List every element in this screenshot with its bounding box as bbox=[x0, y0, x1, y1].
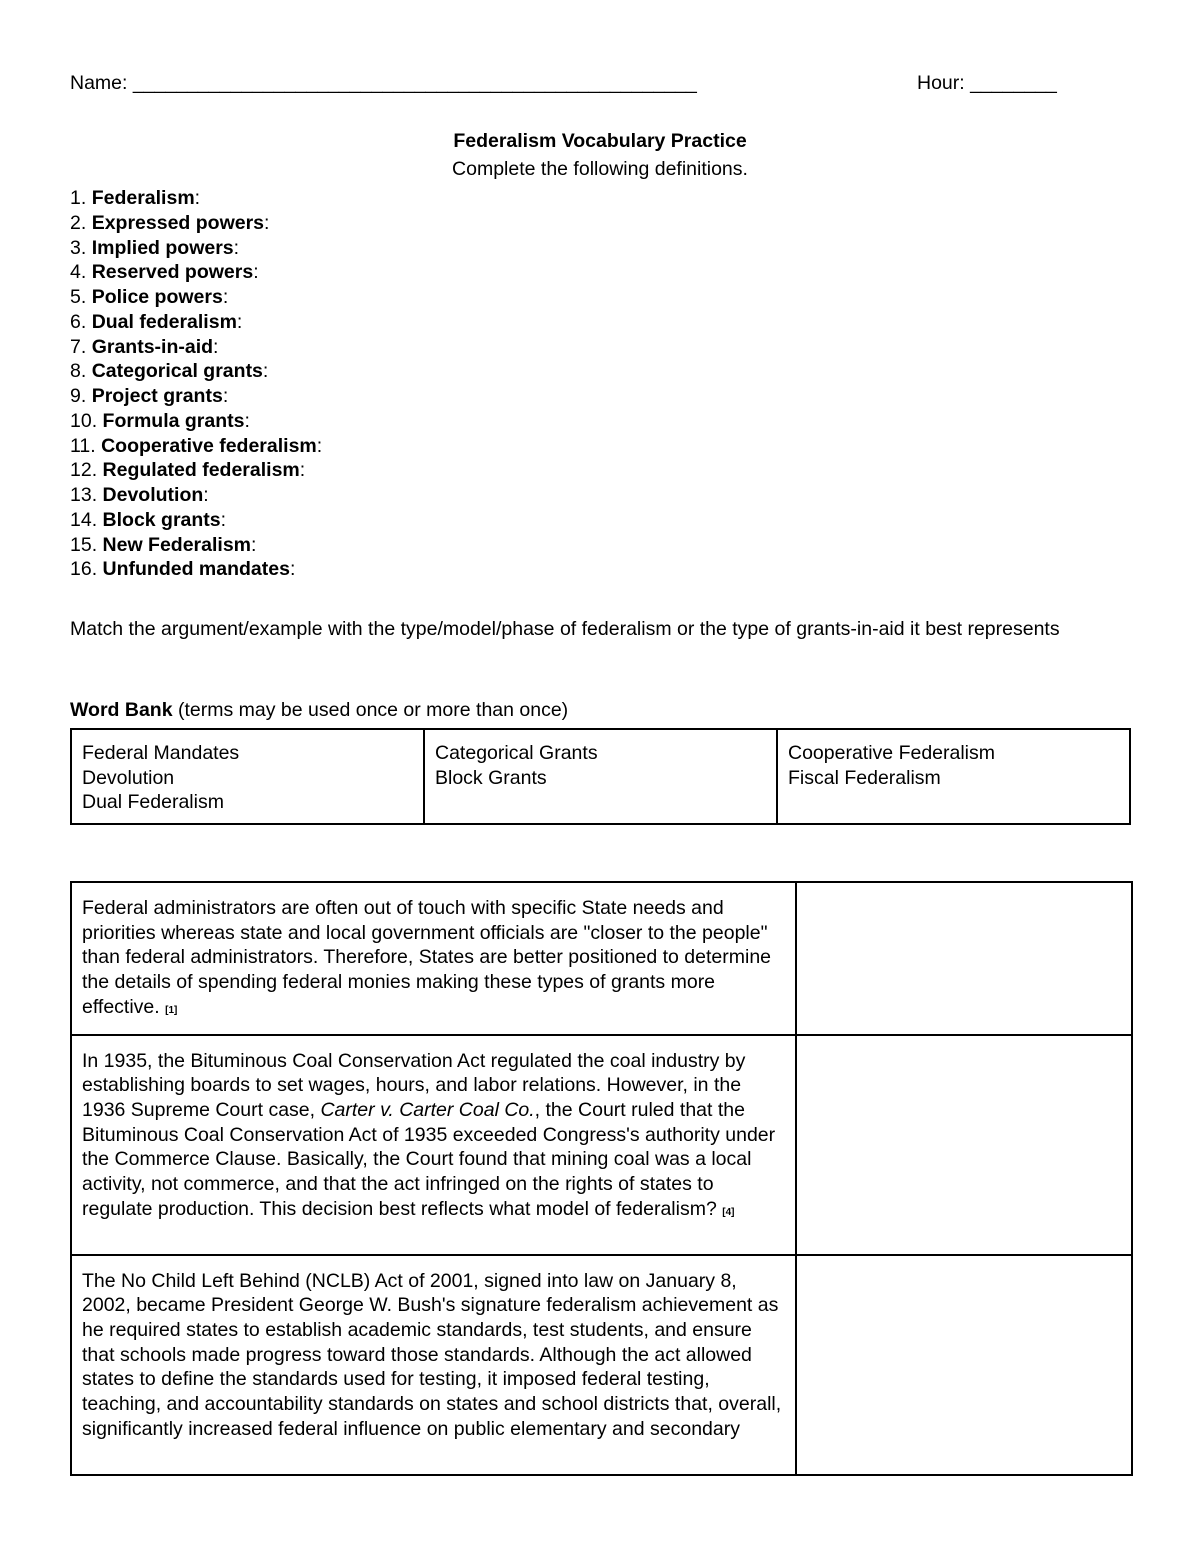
answer-cell[interactable] bbox=[796, 1035, 1132, 1255]
vocab-term: Dual federalism bbox=[91, 310, 237, 333]
vocab-item: 6. Dual federalism: bbox=[70, 310, 243, 333]
matching-table bbox=[70, 881, 1133, 1476]
vocab-term: Grants-in-aid bbox=[91, 335, 214, 358]
prompt-text: , the Court ruled that the Bituminous Coal Conservation Act of 1935 exceeded Congress's authority under the Commerce Clause. Basically, the Court found that mining coal was a local activity, not commerce, and that the act infringed on the rights of states to regulate production. This decision best reflects what model of federalism? bbox=[82, 1098, 776, 1220]
matching-prompt bbox=[71, 1255, 796, 1475]
word-bank-heading bbox=[70, 699, 568, 722]
hour-label: Hour: bbox=[917, 72, 965, 94]
vocab-item: 16. Unfunded mandates: bbox=[70, 558, 296, 581]
vocab-item: 1. Federalism: bbox=[70, 187, 201, 209]
word-bank-table bbox=[70, 728, 1131, 825]
vocab-item: 12. Regulated federalism: bbox=[70, 459, 306, 482]
footnote-ref: [4] bbox=[722, 1206, 735, 1218]
vocab-term: Formula grants bbox=[102, 409, 245, 432]
vocab-item: 5. Police powers: bbox=[70, 286, 229, 308]
vocab-item: 11. Cooperative federalism: bbox=[70, 434, 323, 457]
prompt-text: The No Child Left Behind (NCLB) Act of 2001, signed into law on January 8, 2002, became President George W. Bush's signature federalism achievement as he required states to establish academic standards, test students, and ensure that schools made progress toward those standards. Although the act allowed states to define the standards used for testing, it imposed federal testing, teaching, and accountability standards on states and school districts that, overall, significantly increased federal influence on public elementary and secondary bbox=[82, 1269, 782, 1440]
matching-row bbox=[71, 1035, 1132, 1255]
word-bank-term: Devolution bbox=[82, 766, 175, 789]
vocab-item: 2. Expressed powers: bbox=[70, 211, 270, 234]
word-bank-term: Block Grants bbox=[435, 766, 547, 789]
case-name: Carter v. Carter Coal Co. bbox=[320, 1098, 535, 1121]
word-bank-note: (terms may be used once or more than once) bbox=[172, 699, 569, 721]
vocab-item: 13. Devolution: bbox=[70, 484, 209, 506]
answer-cell[interactable] bbox=[796, 1255, 1132, 1475]
vocab-term: Devolution bbox=[102, 484, 204, 506]
word-bank-title: Word Bank bbox=[70, 699, 173, 721]
vocab-term: Regulated federalism bbox=[102, 459, 300, 482]
page-title: Federalism Vocabulary Practice bbox=[453, 130, 747, 152]
matching-prompt bbox=[71, 882, 796, 1035]
instructions: Match the argument/example with the type/model/phase of federalism or the type of grants-in-aid it best represents bbox=[70, 618, 1060, 640]
matching-row bbox=[71, 882, 1132, 1035]
matching-prompt bbox=[71, 1035, 796, 1255]
vocab-item: 9. Project grants: bbox=[70, 385, 229, 407]
prompt-text: In 1935, the Bituminous Coal Conservation Act regulated the coal industry by establishing boards to set wages, hours, and labor relations. However, in the 1936 Supreme Court case, bbox=[82, 1049, 746, 1121]
vocab-term: Block grants bbox=[102, 508, 221, 531]
vocab-term: Categorical grants bbox=[91, 360, 263, 383]
vocab-term: Cooperative federalism bbox=[101, 434, 317, 457]
name-field[interactable] bbox=[70, 72, 697, 95]
vocab-term: Reserved powers bbox=[91, 261, 254, 284]
prompt-text: Federal administrators are often out of touch with specific State needs and priorities whereas state and local government officials are "closer to the people" than federal administrators. Therefore, States are better positioned to determine the details of spending federal monies making these types of grants more effective. bbox=[82, 897, 772, 1018]
word-bank-term: Categorical Grants bbox=[435, 742, 598, 764]
word-bank-term: Dual Federalism bbox=[82, 791, 224, 813]
page-subtitle: Complete the following definitions. bbox=[452, 158, 748, 180]
footnote-ref: [1] bbox=[165, 1004, 178, 1016]
vocab-item: 7. Grants-in-aid: bbox=[70, 335, 219, 358]
vocab-term: Expressed powers bbox=[91, 211, 265, 234]
vocab-term: New Federalism bbox=[102, 533, 252, 556]
word-bank-term: Fiscal Federalism bbox=[788, 766, 941, 789]
word-bank-term: Cooperative Federalism bbox=[788, 742, 996, 764]
word-bank-column bbox=[777, 729, 1130, 824]
hour-blank: ________ bbox=[970, 72, 1057, 94]
vocab-term: Federalism bbox=[91, 187, 195, 209]
vocab-item: 14. Block grants: bbox=[70, 508, 227, 531]
vocab-term: Implied powers bbox=[91, 236, 234, 259]
vocab-term: Unfunded mandates bbox=[102, 558, 290, 581]
name-blank: ____________________________________________________ bbox=[132, 72, 697, 94]
vocab-item: 3. Implied powers: bbox=[70, 236, 240, 259]
vocab-item: 8. Categorical grants: bbox=[70, 360, 269, 383]
answer-cell[interactable] bbox=[796, 882, 1132, 1035]
vocab-item: 10. Formula grants: bbox=[70, 409, 250, 432]
vocab-list bbox=[70, 186, 322, 582]
word-bank-column bbox=[71, 729, 424, 824]
matching-row bbox=[71, 1255, 1132, 1475]
vocab-item: 15. New Federalism: bbox=[70, 533, 257, 556]
hour-field[interactable] bbox=[917, 72, 1057, 95]
name-label: Name: bbox=[70, 72, 128, 94]
vocab-term: Police powers bbox=[91, 286, 223, 308]
word-bank-term: Federal Mandates bbox=[82, 742, 240, 764]
vocab-term: Project grants bbox=[91, 385, 223, 407]
header-row bbox=[70, 72, 1080, 98]
word-bank-column bbox=[424, 729, 777, 824]
vocab-item: 4. Reserved powers: bbox=[70, 261, 259, 284]
